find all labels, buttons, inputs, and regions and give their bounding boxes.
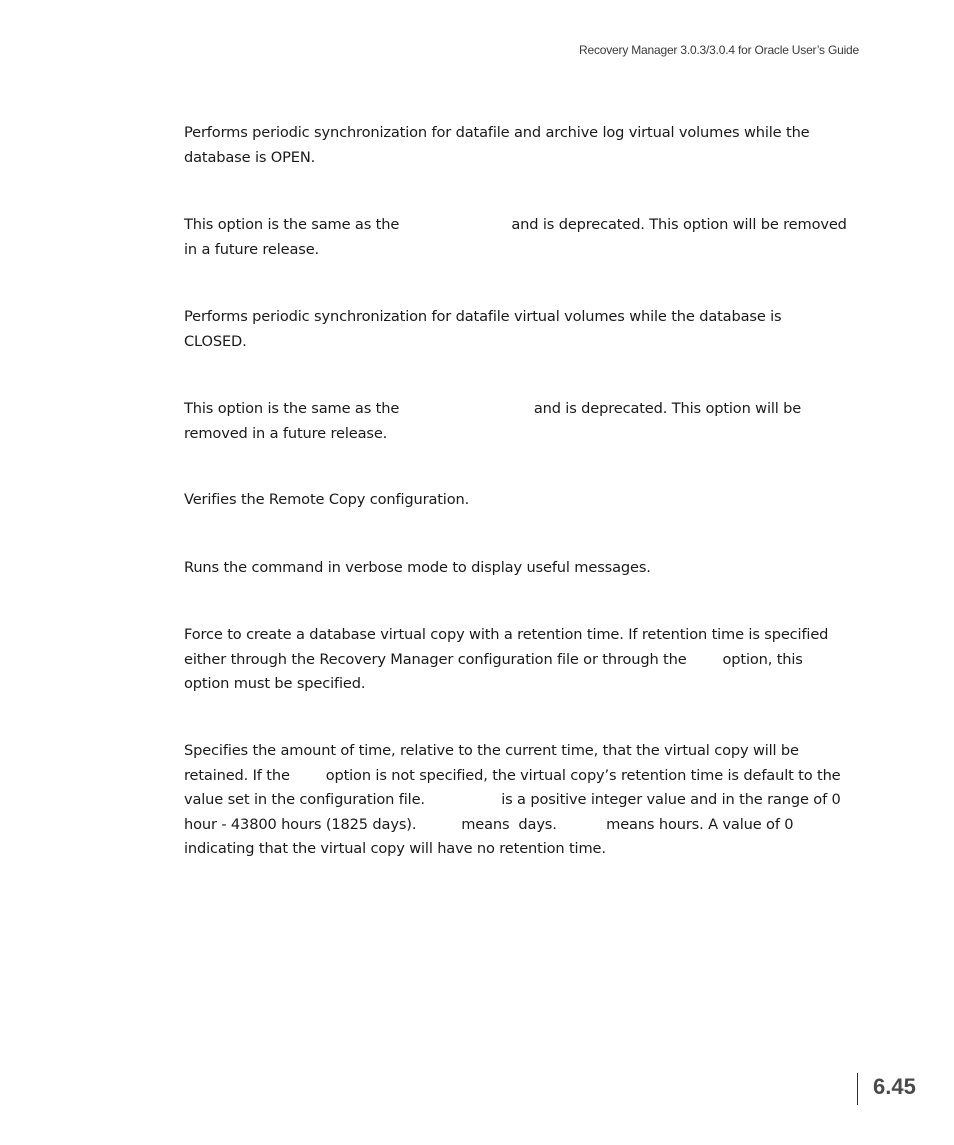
text-line: hour - 43800 hours (1825 days). means days. means hours. A value of 0 xyxy=(184,815,794,833)
paragraph-retention-time xyxy=(184,739,859,862)
paragraph-verify-remote-copy xyxy=(184,488,859,513)
text-line: either through the Recovery Manager configuration file or through the option, this xyxy=(184,650,803,668)
text-line: removed in a future release. xyxy=(184,424,388,442)
text-line: This option is the same as the and is deprecated. This option will be xyxy=(184,400,802,417)
text-line: This option is the same as the and is deprecated. This option will be removed xyxy=(184,216,847,233)
text-line: database is OPEN. xyxy=(184,148,316,166)
paragraph-verbose xyxy=(184,556,859,581)
paragraph-sync-open xyxy=(184,121,859,170)
text-line: Verifies the Remote Copy configuration. xyxy=(184,491,470,508)
paragraph-force-retention xyxy=(184,623,859,697)
text-line: Performs periodic synchronization for datafile and archive log virtual volumes while the xyxy=(184,124,810,141)
running-header: Recovery Manager 3.0.3/3.0.4 for Oracle User’s Guide xyxy=(579,43,859,57)
text-line: option must be specified. xyxy=(184,675,366,693)
page-number-rule xyxy=(857,1073,858,1105)
paragraph-deprecated-closed xyxy=(184,397,859,446)
page-number: 6.45 xyxy=(873,1074,916,1099)
text-line: value set in the configuration file. is a positive integer value and in the range of 0 xyxy=(184,791,841,809)
text-line: in a future release. xyxy=(184,240,320,258)
paragraph-sync-closed xyxy=(184,305,859,354)
text-line: indicating that the virtual copy will have no retention time. xyxy=(184,840,606,858)
text-line: CLOSED. xyxy=(184,332,247,350)
text-line: Force to create a database virtual copy with a retention time. If retention time is specified xyxy=(184,626,829,643)
text-line: Specifies the amount of time, relative to the current time, that the virtual copy will be xyxy=(184,742,799,759)
paragraph-deprecated-open xyxy=(184,213,859,262)
text-line: retained. If the option is not specified, the virtual copy’s retention time is default to the xyxy=(184,766,841,784)
text-line: Performs periodic synchronization for datafile virtual volumes while the database is xyxy=(184,308,782,325)
text-line: Runs the command in verbose mode to display useful messages. xyxy=(184,559,651,576)
